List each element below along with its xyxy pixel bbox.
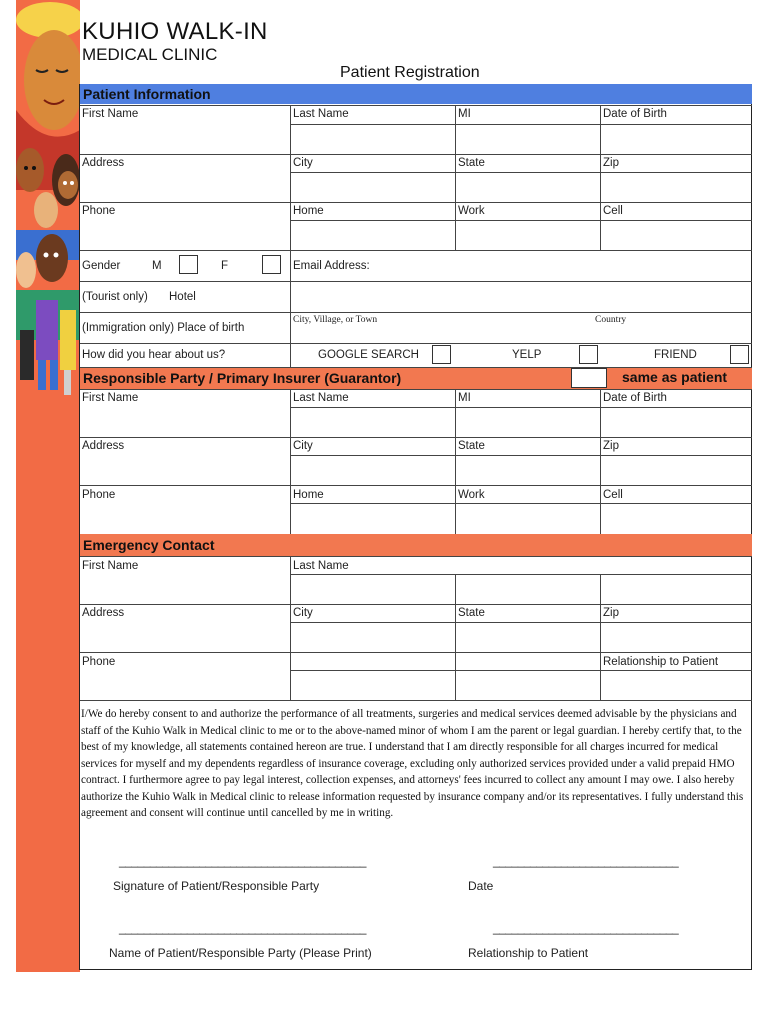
patient-address-field[interactable]	[82, 172, 291, 202]
rp-city-label: City	[293, 440, 313, 452]
city-village-town-label: City, Village, or Town	[293, 315, 378, 325]
divider	[290, 670, 752, 671]
google-search-label: GOOGLE SEARCH	[318, 349, 419, 361]
divider	[80, 154, 752, 155]
address-label: Address	[82, 157, 125, 169]
birth-country-field[interactable]	[590, 326, 752, 344]
rp-home-phone-field[interactable]	[292, 505, 456, 533]
divider	[80, 281, 752, 282]
date-label: Date	[468, 879, 494, 893]
home-label: Home	[293, 205, 324, 217]
section-emergency-contact: Emergency Contact	[80, 534, 752, 556]
consent-text: I/We do hereby consent to and authorize the performance of all treatments, surgeries and medical services deemed advisable by the physicians and staff of the Kuhio Walk in Medical clinic to me or to the above-named minor of whom I am the parent or legal guardian. I hereby certify that, to the best of my knowledge, all statements contained hereon are true. I understand that I am directly responsible for all charges incurred for medical services for myself and my dependents regardless of insurance coverage, excluding only authorized services provided under a valid prepaid HMO contract. I furthermore agree to pay legal interest, collection expenses, and attorneys' fees incurred to collect any amount I may owe. I also hereby authorize the Kuhio Walk in Medical clinic to release information requested by insurance company and/or its representatives. I fully understand this agreement and consent will continue until cancelled by me in writing.	[81, 708, 744, 819]
divider	[290, 622, 752, 623]
rp-mi-field[interactable]	[457, 409, 601, 437]
rp-dob-label: Date of Birth	[603, 392, 667, 404]
ec-phone-label: Phone	[82, 656, 116, 668]
divider	[80, 652, 752, 653]
section-responsible-party: Responsible Party / Primary Insurer (Guarantor)	[80, 368, 752, 389]
ec-relationship-label: Relationship to Patient	[603, 656, 719, 668]
rp-zip-field[interactable]	[602, 457, 754, 485]
city-label: City	[293, 157, 313, 169]
hotel-label: Hotel	[169, 291, 196, 303]
rp-work-label: Work	[458, 489, 485, 501]
friend-checkbox[interactable]	[730, 345, 749, 364]
rp-last-name-field[interactable]	[292, 409, 456, 437]
referral-label: How did you hear about us?	[82, 349, 226, 361]
ec-phone-field[interactable]	[82, 670, 291, 700]
email-field[interactable]	[380, 254, 752, 280]
sidebar-illustration	[16, 0, 80, 972]
ec-zip-field[interactable]	[602, 624, 754, 652]
ec-state-field[interactable]	[457, 624, 601, 652]
ec-first-name-label: First Name	[82, 560, 139, 572]
divider	[290, 220, 752, 221]
work-label: Work	[458, 205, 485, 217]
divider	[290, 455, 752, 456]
divider	[80, 437, 752, 438]
same-as-patient-label: same as patient	[622, 369, 728, 385]
divider	[80, 604, 752, 605]
gender-male-checkbox[interactable]	[179, 255, 198, 274]
printed-name-label: Name of Patient/Responsible Party (Please Print)	[109, 946, 372, 960]
divider	[80, 312, 752, 313]
rp-city-field[interactable]	[292, 457, 456, 485]
patient-state-field[interactable]	[457, 174, 601, 202]
patient-city-field[interactable]	[292, 174, 456, 202]
patient-zip-field[interactable]	[602, 174, 754, 202]
rp-last-name-label: Last Name	[293, 392, 349, 404]
signature-label: Signature of Patient/Responsible Party	[113, 879, 320, 893]
google-search-checkbox[interactable]	[432, 345, 451, 364]
patient-last-name-field[interactable]	[292, 126, 456, 154]
divider	[80, 556, 752, 557]
mi-label: MI	[458, 108, 471, 120]
patient-mi-field[interactable]	[457, 126, 601, 154]
ec-city-label: City	[293, 607, 313, 619]
gender-female-checkbox[interactable]	[262, 255, 281, 274]
email-label: Email Address:	[293, 260, 370, 272]
hotel-field[interactable]	[292, 284, 752, 310]
rp-state-label: State	[458, 440, 485, 452]
rp-home-label: Home	[293, 489, 324, 501]
printed-name-line[interactable]: ________________________________________	[119, 921, 366, 935]
rp-state-field[interactable]	[457, 457, 601, 485]
ec-first-name-field[interactable]	[82, 574, 291, 604]
divider	[80, 250, 752, 251]
rp-phone-label: Phone	[82, 489, 116, 501]
ec-last-name-label: Last Name	[293, 560, 349, 572]
divider	[290, 172, 752, 173]
form-title: Patient Registration	[340, 64, 480, 81]
date-line[interactable]: ______________________________	[493, 854, 679, 868]
divider	[80, 202, 752, 203]
yelp-label: YELP	[512, 349, 542, 361]
divider	[290, 574, 752, 575]
rp-cell-label: Cell	[603, 489, 623, 501]
patient-cell-phone-field[interactable]	[602, 222, 754, 250]
dob-label: Date of Birth	[603, 108, 667, 120]
friend-label: FRIEND	[654, 349, 697, 361]
relationship-to-patient-label: Relationship to Patient	[468, 946, 589, 960]
place-of-birth-label: (Immigration only) Place of birth	[82, 322, 245, 334]
gender-label: Gender	[82, 260, 121, 272]
ec-city-field[interactable]	[292, 624, 456, 652]
ec-address-label: Address	[82, 607, 125, 619]
ec-last-name-field[interactable]	[292, 576, 752, 604]
same-as-patient-checkbox[interactable]	[571, 368, 607, 388]
divider	[80, 105, 752, 106]
patient-first-name-field[interactable]	[82, 124, 291, 154]
rp-mi-label: MI	[458, 392, 471, 404]
rp-first-name-label: First Name	[82, 392, 139, 404]
state-label: State	[458, 157, 485, 169]
divider	[290, 124, 752, 125]
zip-label: Zip	[603, 157, 619, 169]
cell-label: Cell	[603, 205, 623, 217]
divider	[80, 700, 752, 701]
first-name-label: First Name	[82, 108, 139, 120]
divider	[80, 389, 752, 390]
ec-address-field[interactable]	[82, 622, 291, 652]
rp-work-phone-field[interactable]	[457, 505, 601, 533]
relationship-line[interactable]: ______________________________	[493, 921, 679, 935]
patient-work-phone-field[interactable]	[457, 222, 601, 250]
rp-address-label: Address	[82, 440, 125, 452]
phone-label: Phone	[82, 205, 116, 217]
country-label: Country	[595, 315, 627, 325]
rp-address-field[interactable]	[82, 455, 291, 485]
divider	[290, 503, 752, 504]
rp-dob-field[interactable]	[602, 409, 754, 437]
clinic-subtitle: MEDICAL CLINIC	[82, 45, 218, 64]
patient-dob-field[interactable]	[602, 126, 754, 154]
patient-home-phone-field[interactable]	[292, 222, 456, 250]
gender-male-label: M	[152, 260, 162, 272]
yelp-checkbox[interactable]	[579, 345, 598, 364]
people-illustration	[16, 0, 80, 972]
birth-city-field[interactable]	[292, 326, 586, 344]
rp-zip-label: Zip	[603, 440, 619, 452]
ec-state-label: State	[458, 607, 485, 619]
divider	[290, 407, 752, 408]
rp-first-name-field[interactable]	[82, 407, 291, 437]
tourist-label: (Tourist only)	[82, 291, 148, 303]
gender-female-label: F	[221, 260, 229, 272]
section-patient-information: Patient Information	[80, 84, 752, 104]
signature-line[interactable]: ________________________________________	[119, 854, 366, 868]
rp-cell-phone-field[interactable]	[602, 505, 754, 533]
last-name-label: Last Name	[293, 108, 349, 120]
ec-relationship-field[interactable]	[602, 672, 754, 700]
ec-zip-label: Zip	[603, 607, 619, 619]
divider	[80, 485, 752, 486]
clinic-name: KUHIO WALK-IN	[82, 18, 268, 45]
